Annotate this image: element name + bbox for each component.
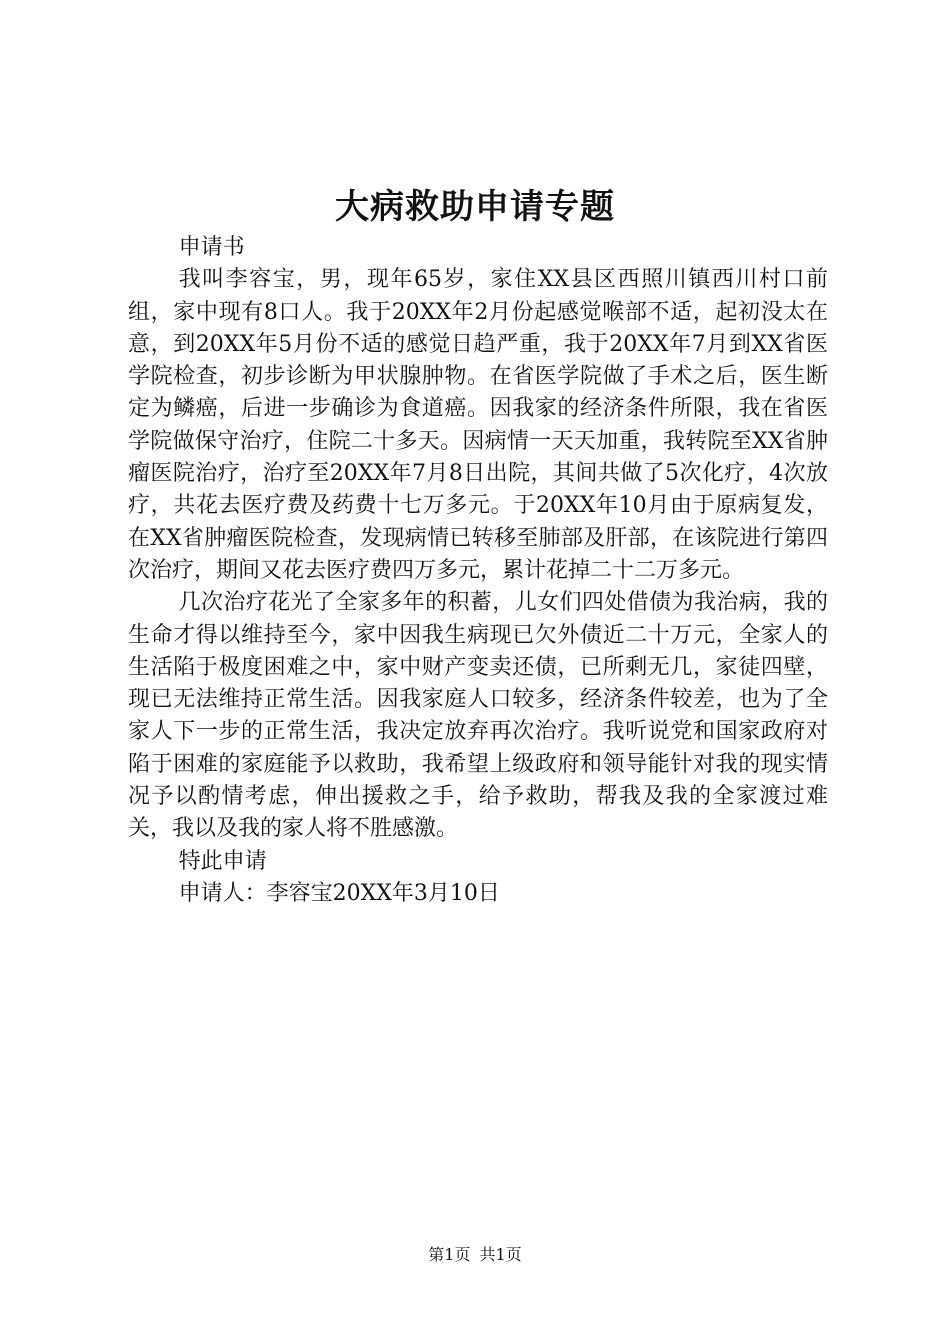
paragraph-request: 几次治疗花光了全家多年的积蓄，儿女们四处借债为我治病，我的生命才得以维持至今，家中因我生病现已欠外债近二十万元，全家人的生活陷于极度困难之中，家中财产变卖还债，已所剩无几，家徒四壁，现已无法维持正常生活。因我家庭人口较多，经济条件较差，也为了全家人下一步的正常生活，我决定放弃再次治疗。我听说党和国家政府对陷于困难的家庭能予以救助，我希望上级政府和领导能针对我的现实情况予以酌情考虑，伸出援救之手，给予救助，帮我及我的全家渡过难关，我以及我的家人将不胜感激。 [128,590,828,842]
document-title: 大病救助申请专题 [335,187,615,227]
paragraph-closing: 特此申请 [178,848,267,874]
paragraph-heading: 申请书 [178,235,245,260]
paragraph-signature: 申请人：李容宝20XX年3月10日 [178,880,500,906]
page-number-footer: 第1页 共1页 [428,1245,522,1264]
paragraph-background: 我叫李容宝，男，现年65岁，家住XX县区西照川镇西川村口前组，家中现有8口人。我于20XX年2月份起感觉喉部不适，起初没太在意，到20XX年5月份不适的感觉日趋严重，我于20XX年7月到XX省医学院检查，初步诊断为甲状腺肿物。在省医学院做了手术之后，医生断定为鳞癌，后进一步确诊为食道癌。因我家的经济条件所限，我在省医学院做保守治疗，住院二十多天。因病情一天天加重，我转院至XX省肿瘤医院治疗，治疗至20XX年7月8日出院，其间共做了5次化疗，4次放疗，共花去医疗费及药费十七万多元。于20XX年10月由于原病复发，在XX省肿瘤医院检查，发现病情已转移至肺部及肝部，在该院进行第四次治疗，期间又花去医疗费四万多元，累计花掉二十二万多元。 [128,267,828,583]
document-body [128,232,828,910]
